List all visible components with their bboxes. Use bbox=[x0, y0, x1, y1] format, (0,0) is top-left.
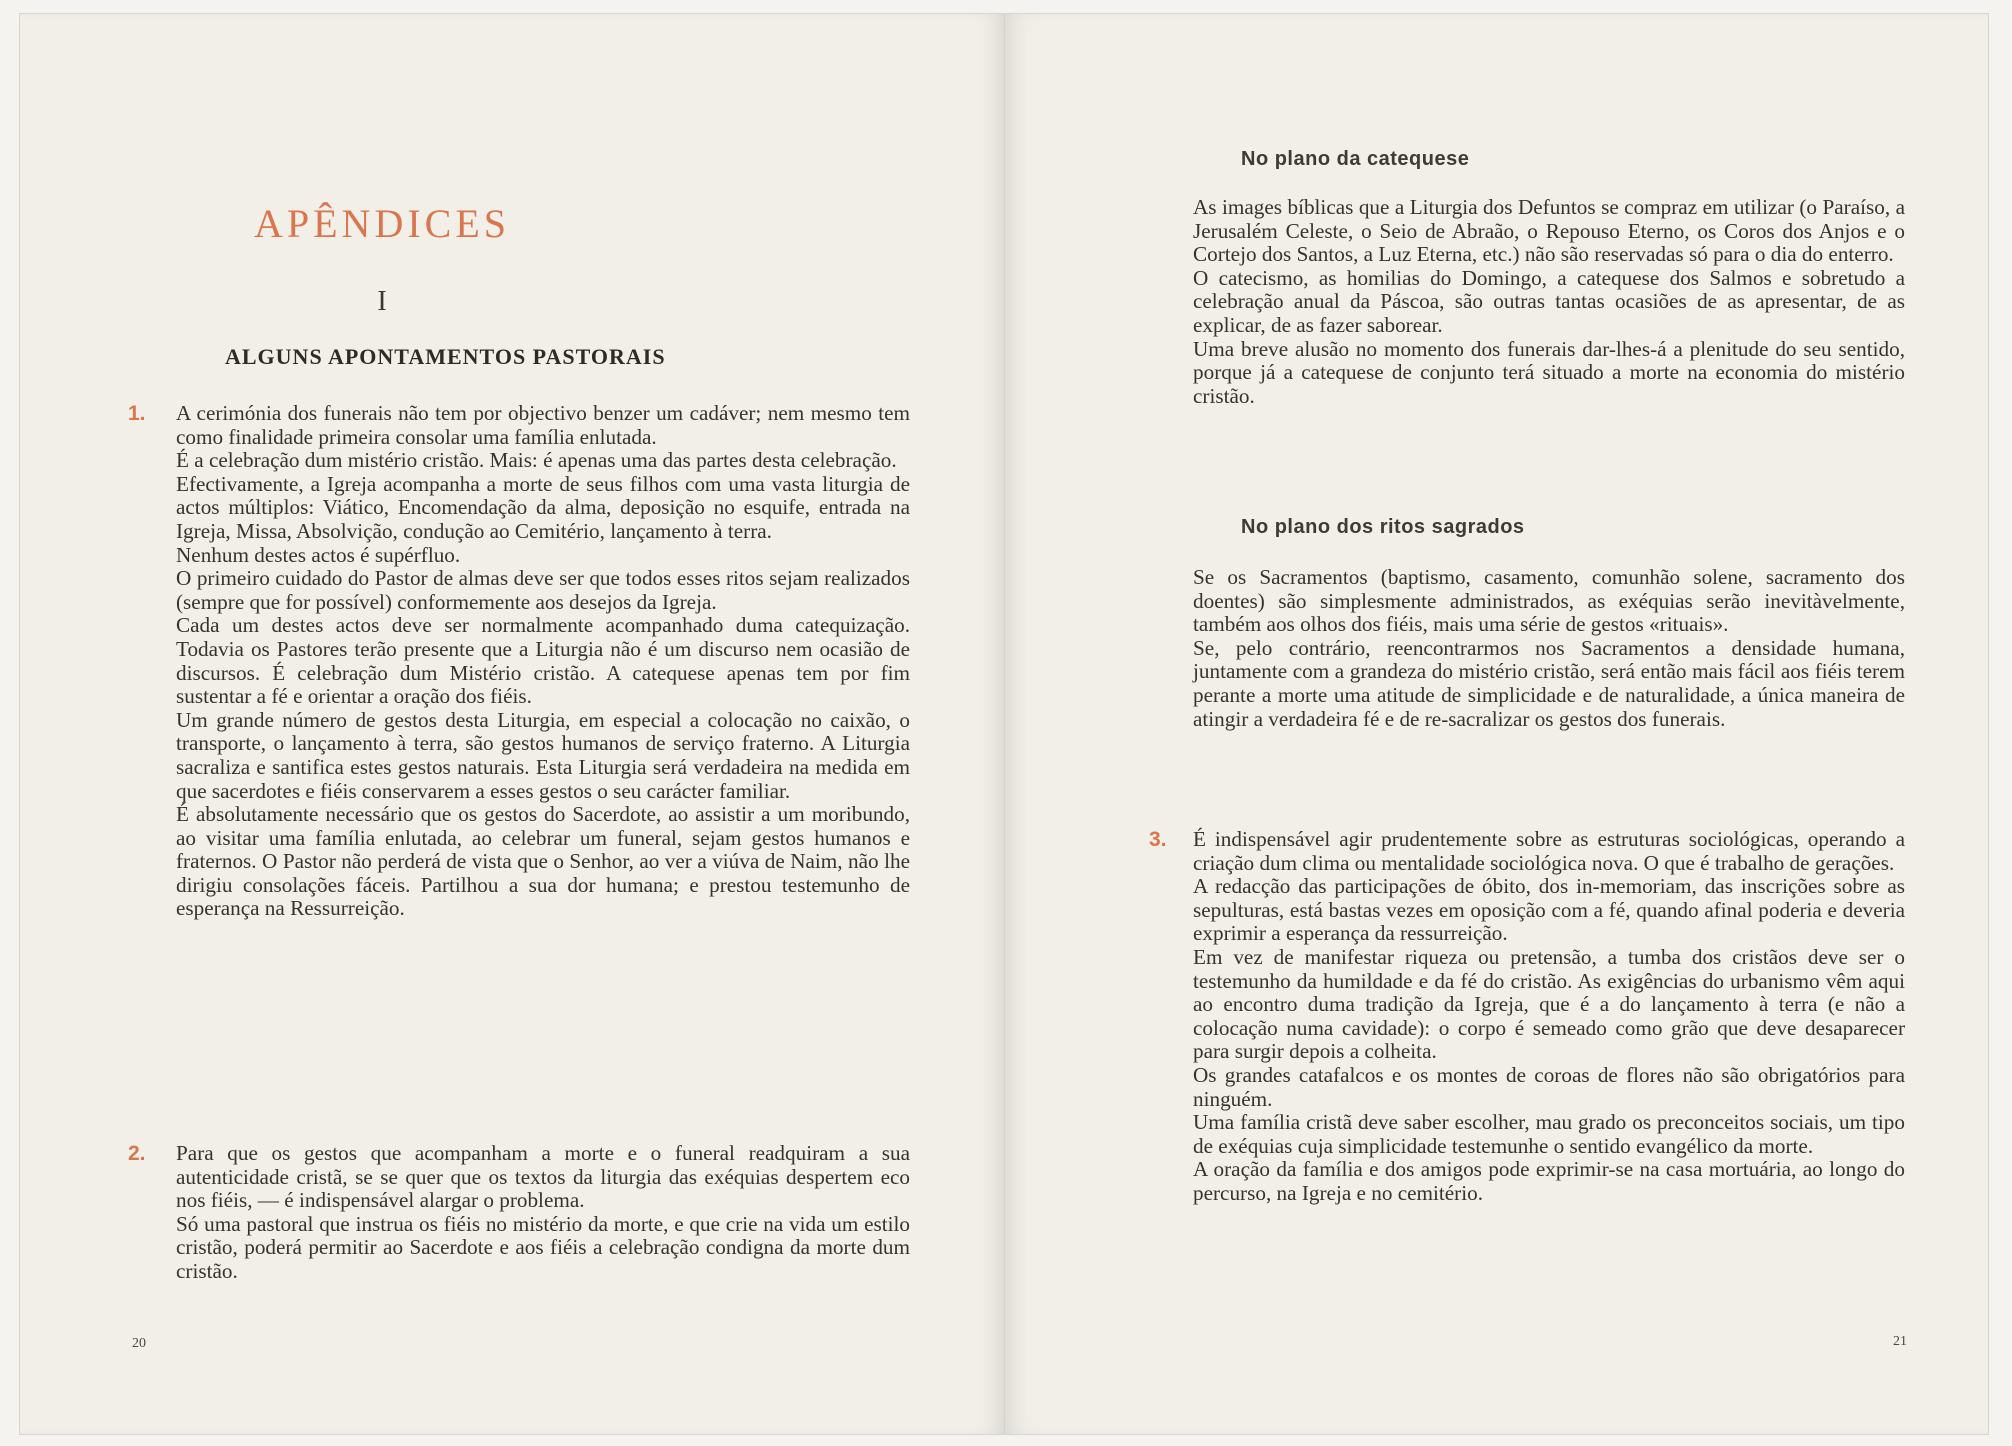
paragraph: Se os Sacramentos (baptismo, casamento, comunhão solene, sacramento dos doentes) são simplesmente administrados, as exéquias serão inevitàvelmente, também aos olhos dos fiéis, mais uma série de gestos «rituais». bbox=[1193, 565, 1905, 637]
paragraph: Nenhum destes actos é supérfluo. bbox=[176, 542, 461, 567]
item-number-3: 3. bbox=[1149, 828, 1167, 851]
paragraph: A redacção das participações de óbito, dos in-memoriam, das inscrições sobre as sepulturas, está bastas vezes em oposição com a fé, quando afinal poderia e deveria exprimir a esperança da ressurreição. bbox=[1193, 874, 1905, 946]
paragraph: Os grandes catafalcos e os montes de coroas de flores não são obrigatórios para ninguém. bbox=[1193, 1062, 1905, 1111]
ritos-text bbox=[1193, 566, 1905, 731]
appendix-title: APÊNDICES bbox=[253, 201, 511, 246]
item-number-2: 2. bbox=[128, 1142, 146, 1165]
paragraph: O catecismo, as homilias do Domingo, a catequese dos Salmos e sobretudo a celebração anual da Páscoa, são outras tantas ocasiões de as apresentar, de as explicar, de as fazer saborear. bbox=[1193, 265, 1905, 337]
paragraph: Se, pelo contrário, reencontrarmos nos Sacramentos a densidade humana, juntamente com a grandeza do mistério cristão, será então mais fácil aos fiéis terem perante a morte uma atitude de simplicidade e de naturalidade, a única maneira de atingir a verdadeira fé e de re-sacralizar os gestos dos funerais. bbox=[1193, 635, 1905, 731]
paragraph: Uma breve alusão no momento dos funerais dar-lhes-á a plenitude do seu sentido, porque já a catequese de conjunto terá situado a morte na economia do mistério cristão. bbox=[1193, 336, 1905, 408]
book-spread bbox=[20, 14, 1988, 1434]
catequese-text bbox=[1193, 196, 1905, 408]
right-page bbox=[1005, 14, 1988, 1434]
paragraph: O primeiro cuidado do Pastor de almas deve ser que todos esses ritos sejam realizados (sempre que for possível) conformemente aos desejos da Igreja. bbox=[176, 566, 910, 614]
paragraph: Uma família cristã deve saber escolher, mau grado os preconceitos sociais, um tipo de exéquias cuja simplicidade testemunhe o sentido evangélico da morte. bbox=[1193, 1110, 1905, 1158]
paragraph: É indispensável agir prudentemente sobre as estruturas sociológicas, operando a criação dum clima ou mentalidade sociológica nova. O que é trabalho de gerações. bbox=[1193, 827, 1905, 875]
paragraph: Só uma pastoral que instrua os fiéis no mistério da morte, e que crie na vida um estilo cristão, poderá permitir ao Sacerdote e aos fiéis a celebração condigna da morte dum cristão. bbox=[176, 1211, 910, 1283]
paragraph: Em vez de manifestar riqueza ou pretensão, a tumba dos cristãos deve ser o testemunho da humildade e da fé do cristão. As exigências do urbanismo vêm aqui ao encontro duma tradição da Igreja, que é a do lançamento à terra (e não a colocação numa cavidade): o corpo é semeado como grão que deve desaparecer para surgir depois a colheita. bbox=[1193, 944, 1905, 1064]
paragraph: Cada um destes actos deve ser normalmente acompanhado duma catequização. Todavia os Pastores terão presente que a Liturgia não é um discurso nem ocasião de discursos. É celebração dum Mistério cristão. A catequese apenas tem por fim sustentar a fé e orientar a oração dos fiéis. bbox=[176, 613, 910, 709]
paragraph: A oração da família e dos amigos pode exprimir-se na casa mortuária, ao longo do percurso, na Igreja e no cemitério. bbox=[1193, 1157, 1905, 1205]
paragraph: Para que os gestos que acompanham a morte e o funeral readquiram a sua autenticidade cristã, se se quer que os textos da liturgia das exéquias despertem eco nos fiéis, — é indispensável alargar o problema. bbox=[176, 1141, 910, 1213]
subheading-catequese: No plano da catequese bbox=[1241, 148, 1470, 170]
paragraph: A cerimónia dos funerais não tem por objectivo benzer um cadáver; nem mesmo tem como finalidade primeira consolar uma família enlutada. bbox=[176, 401, 910, 449]
page-number-right: 21 bbox=[1893, 1334, 1907, 1349]
section-numeral: I bbox=[377, 286, 387, 317]
subheading-ritos: No plano dos ritos sagrados bbox=[1241, 516, 1525, 538]
paragraph: As images bíblicas que a Liturgia dos Defuntos se compraz em utilizar (o Paraíso, a Jerusalém Celeste, o Seio de Abraão, o Repouso Eterno, os Coros dos Anjos e o Cortejo dos Santos, a Luz Eterna, etc.) não são reservadas só para o dia do enterro. bbox=[1193, 195, 1905, 267]
paragraph: Efectivamente, a Igreja acompanha a morte de seus filhos com uma vasta liturgia de actos múltiplos: Viático, Encomendação da alma, deposição no esquife, entrada na Igreja, Missa, Absolvição, condução ao Cemitério, lançamento à terra. bbox=[176, 471, 910, 543]
page-number-left: 20 bbox=[132, 1336, 146, 1351]
paragraph: Um grande número de gestos desta Liturgia, em especial a colocação no caixão, o transporte, o lançamento à terra, são gestos humanos de serviço fraterno. A Liturgia sacraliza e santifica estes gestos naturais. Esta Liturgia será verdadeira na medida em que sacerdotes e fiéis conservarem a esses gestos o seu carácter familiar. bbox=[176, 707, 910, 803]
item-3-text bbox=[1193, 828, 1905, 1206]
item-2-text bbox=[176, 1142, 910, 1284]
paragraph: É absolutamente necessário que os gestos do Sacerdote, ao assistir a um moribundo, ao visitar uma família enlutada, ao celebrar um funeral, sejam gestos humanos e fraternos. O Pastor não perderá de vista que o Senhor, ao ver a viúva de Naim, não lhe dirigiu consolações fáceis. Partilhou a sua dor humana; e prestou testemunho de esperança na Ressurreição. bbox=[176, 802, 910, 921]
paragraph: É a celebração dum mistério cristão. Mais: é apenas uma das partes desta celebração. bbox=[176, 448, 897, 473]
left-page bbox=[20, 14, 1005, 1434]
section-heading: ALGUNS APONTAMENTOS PASTORAIS bbox=[225, 344, 666, 369]
item-1-text bbox=[176, 402, 910, 921]
item-number-1: 1. bbox=[128, 402, 146, 425]
